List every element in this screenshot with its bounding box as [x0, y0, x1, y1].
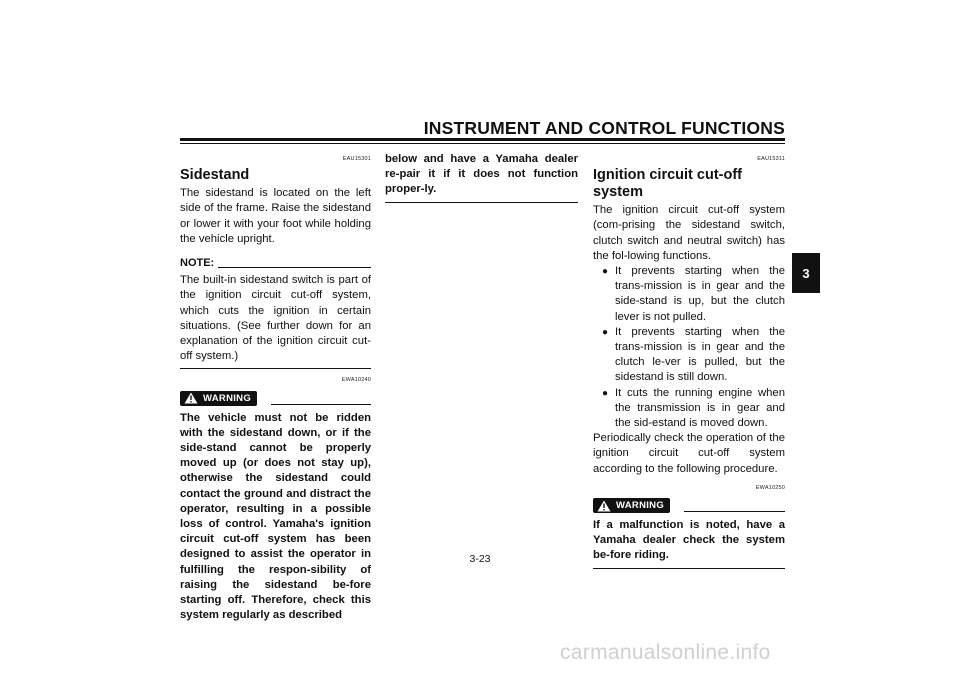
bullet-icon: ● [602, 387, 609, 399]
list-item [593, 386, 785, 432]
warning-label: WARNING [616, 499, 665, 511]
warning-badge [593, 498, 670, 513]
note-body: The built-in sidestand switch is part of the ignition circuit cut-off system, which cuts the ignition in certain situations. (See further down for an explanation of the ignition circuit cut-off system.) [180, 274, 371, 363]
list-item [593, 325, 785, 386]
warning-text-continued: below and have a Yamaha dealer re-pair it if it does not function proper-ly. [385, 153, 578, 196]
note-end-rule [180, 368, 371, 369]
warning-end-rule [385, 202, 578, 203]
section-title: Sidestand [180, 167, 250, 184]
ignition-intro: The ignition circuit cut-off system (com-prising the sidestand switch, clutch switch and neutral switch) has the fol-lowing functions. [593, 204, 785, 262]
column-sidestand [180, 152, 371, 623]
note-label: NOTE: [180, 257, 215, 270]
section-code: EAU15311 [757, 156, 785, 162]
function-list [593, 264, 785, 431]
warning-header [180, 391, 371, 406]
note-header [180, 256, 371, 271]
list-item-text: It cuts the running engine when the transmission is in gear and the sid-estand is moved down. [615, 386, 785, 430]
list-item-text: It prevents starting when the trans-mission is in gear and the side-stand is up, but the clutch lever is not pulled. [615, 265, 785, 323]
note-rule [218, 267, 371, 268]
page-header-title: INSTRUMENT AND CONTROL FUNCTIONS [423, 118, 785, 138]
watermark: carmanualsonline.info [560, 641, 771, 664]
warning-label: WARNING [203, 392, 252, 404]
warning-code: EWA10250 [755, 484, 785, 491]
header-rule-thick [180, 138, 785, 141]
warning-rule [684, 511, 785, 512]
chapter-tab: 3 [792, 253, 820, 293]
warning-code: EWA10240 [341, 377, 371, 384]
column-ignition [593, 152, 785, 569]
column-warning-continued [385, 152, 578, 203]
section-code: EAU15301 [342, 156, 371, 162]
list-item-text: It prevents starting when the trans-mission is in gear and the clutch le-ver is pulled, but the sidestand is still down. [615, 325, 785, 384]
warning-triangle-icon [597, 500, 611, 512]
section-title: Ignition circuit cut-off system [593, 167, 743, 201]
list-item [593, 264, 785, 325]
header-rule-thin [180, 143, 785, 144]
warning-triangle-icon [184, 392, 198, 404]
warning-badge [180, 391, 257, 406]
warning-text: If a malfunction is noted, have a Yamaha dealer check the system be-fore riding. [593, 519, 785, 562]
page-number: 3-23 [469, 553, 491, 565]
sidestand-body: The sidestand is located on the left side of the frame. Raise the sidestand or lower it with your foot while holding the vehicle upright. [180, 187, 371, 245]
bullet-icon: ● [602, 326, 609, 338]
warning-text: The vehicle must not be ridden with the sidestand down, or if the side-stand cannot be properly moved up (or does not stay up), otherwise the sidestand could contact the ground and distract the operator, resulting in a possible loss of control. Yamaha's ignition circuit cut-off system has been designed to assist the operator in fulfilling the respon-sibility of raising the sidestand be-fore starting off. Therefore, check this system regularly as described [180, 411, 371, 622]
bullet-icon: ● [602, 266, 609, 278]
warning-rule [271, 404, 371, 405]
warning-header [593, 498, 785, 513]
warning-end-rule [593, 568, 785, 569]
ignition-outro: Periodically check the operation of the ignition circuit cut-off system according to the following procedure. [593, 432, 785, 475]
